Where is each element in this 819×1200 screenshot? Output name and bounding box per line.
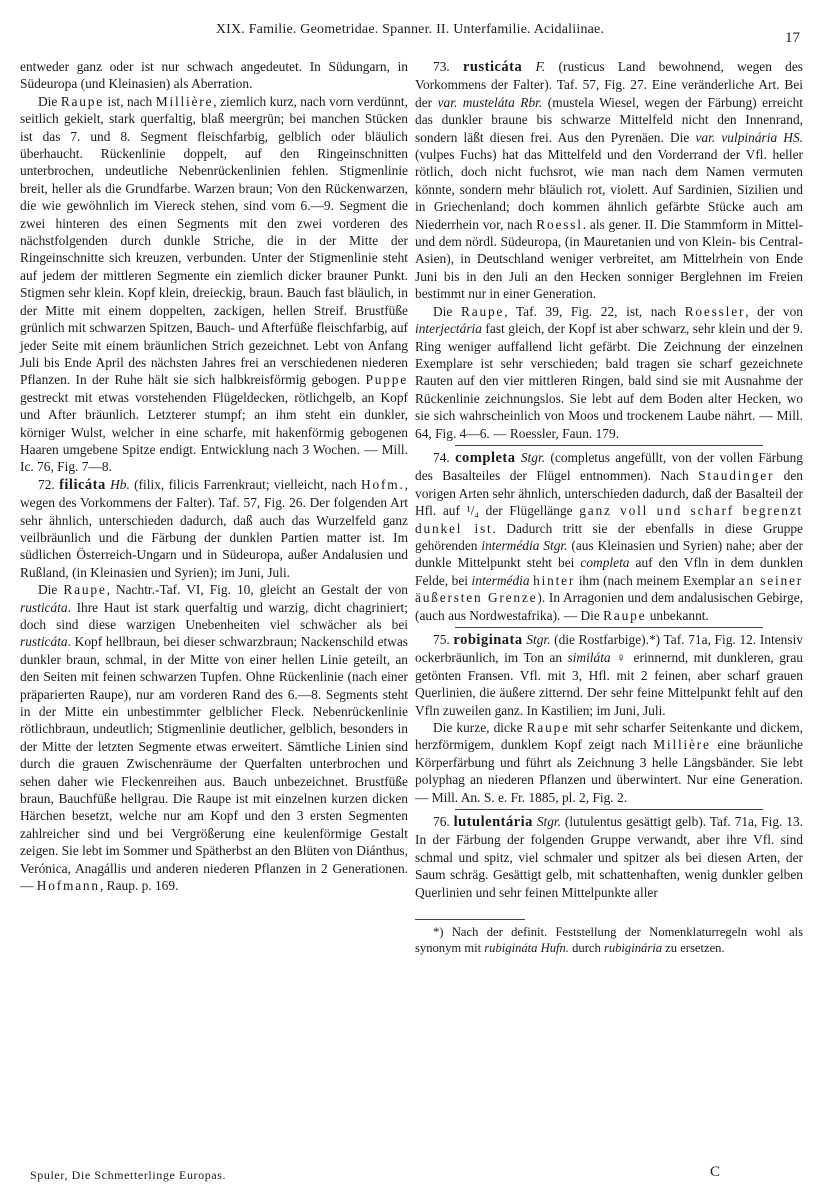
paragraph-raupe-72: Die Raupe, Nachtr.-Taf. VI, Fig. 10, gleicht an Gestalt der von rusticáta. Ihre Haut ist stark querfaltig und warzig, dicht chagriniert; doch sind diese warzigen Unebenheiten viel schwächer als bei rusticáta. Kopf hellbraun, bei dieser schwarzbraun; Nackenschild etwas dunkler braun, schmal, in der Mitte von einer hellen Linie geteilt, an den Seiten mit feinen schwarzen Tupfen. Ohne Rückenlinie (nach einer präparierten Raupe), nur am vorderen Rand des 6.—8. Segments steht in der Mitte ein unbestimmter gelblicher Fleck. Nebenrückenlinie rötlichbraun, undeutlich; Stigmenlinie deutlicher, gelblich, besonders in der Mitte der letzten Segmente etwas erweitert. Sämtliche Linien sind durch die grauen Zwischenräume der Querfalten unterbrochen und sehen daher wie Fleckenreihen aus. Bauch unbezeichnet. Brustfüße braun, Bauchfüße hellgrau. Die Raupe ist mit einzelnen kurzen dicken Härchen besetzt, welche nur am Kopf und den 3 ersten Segmenten zahlreicher sind und bei Vergrößerung eine keulenförmige Gestalt zeigen. Sie lebt im Sommer und Spätherbst an den Blüten von Diánthus, Verónica, Anagállis und anderen niederen Pflanzen in 2 Generationen. — Hofmann, Raup. p. 169. bbox=[20, 582, 408, 894]
species-name: robiginata bbox=[453, 632, 523, 648]
page-number: 17 bbox=[785, 30, 800, 46]
entry-73: 73. rusticáta F. (rusticus Land bewohnend, wegen des Vorkommens der Falter). Taf. 57, Fig. 27. Eine veränderliche Art. Bei der var. musteláta Rbr. (mustela Wiesel, wegen der Färbung) erreicht das dunkler braune bis schwarze Mittelfeld nicht den Innenrand, sondern läßt diesen frei. Aus den Pyrenäen. Die var. vulpinária HS. (vulpes Fuchs) hat das Mittelfeld und den Vorderrand der Vfl. heller rötlich, doch nicht fuchsrot, wie man nach dem Namen vermuten könnte, sondern mehr bläulich rot, violett. Auf Sardinien, Sizilien und in Griechenland; doch kommen ähnlich gefärbte Stücke auch am Niederrhein vor, nach Roessl. als gener. II. Die Stammform in Mittel- und dem nördl. Südeuropa, (in Mauretanien und von Klein- bis Central-Asien), in Deutschland weniger verbreitet, am Mittelrhein von Ende Juni bis in den Juli an den Hecken sonniger Berglehnen im Freien bestimmt nur in einer Generation. bbox=[415, 59, 803, 302]
species-name: rusticáta bbox=[462, 59, 523, 75]
right-column bbox=[415, 58, 803, 956]
book-title-footer: Spuler, Die Schmetterlinge Europas. bbox=[30, 1168, 227, 1182]
paragraph: entweder ganz oder ist nur schwach angedeutet. In Südungarn, in Südeuropa (und Kleinasien) als Aberration. bbox=[20, 59, 408, 92]
page-header bbox=[20, 20, 800, 48]
entry-75: 75. robiginata Stgr. (die Rostfarbige).*) Taf. 71a, Fig. 12. Intensiv ockerbräunlich, im Ton an similáta ♀ erinnernd, mit dunkleren, grau getönten Fransen. Vfl. mit 3, Hfl. mit 2 feinen, aber scharf grauen Querlinien, die äußere zitternd. Der sehr feine Mittelpunkt fehlt auf den Vfln zuweilen ganz. In Kastilien; im Juni, Juli. bbox=[415, 632, 803, 718]
entry-72: 72. filicáta Hb. (filix, filicis Farrenkraut; vielleicht, nach Hofm., wegen des Vorkommens der Falter). Taf. 57, Fig. 26. Der folgenden Art sehr ähnlich, unterschieden dadurch, daß auch das Wurzelfeld ganz veilbräunlich und die Färbung der dunklen Partien matter ist. Im südlichen Österreich-Ungarn und in Südeuropa, außer Andalusien und Rußland, (in Kleinasien und Syrien); im Juni, Juli. bbox=[20, 476, 408, 580]
entry-separator bbox=[455, 627, 763, 628]
paragraph-raupe-75: Die kurze, dicke Raupe mit sehr scharfer Seitenkante und dickem, herzförmigem, dunklem Kopf zeigt nach Millière eine bräunliche Körperfärbung und führt als Zeichnung 3 helle Längsbänder. Sie lebt polyphag an niederen Pflanzen und überwintert. Nur eine Generation. — Mill. An. S. e. Fr. 1885, pl. 2, Fig. 2. bbox=[415, 720, 803, 805]
paragraph-raupe-description: Die Raupe ist, nach Millière, ziemlich kurz, nach vorn verdünnt, seitlich gekielt, stark querfaltig, blaß meergrün; bei manchen Stücken ist das 7. und 8. Segment fleischfarbig, gelblich oder bläulich überhaucht. Rückenlinie doppelt, auf den Ringeinschnitten unterbrochen, undeutliche Nebenrückenlinien fehlen. Stigmenlinie breit, heller als die Grundfarbe. Warzen braun; Von den Rückenwarzen, die wie gewöhnlich im Viereck stehen, sind vom 6.—9. Segment die zwei hinteren des einen Segments mit den zwei vorderen des nächstfolgenden durch dunkle Striche, die in der Mitte der Ringeinschnitte sich kreuzen, verbunden. Unter der Stigmenlinie steht auf jedem der mittleren Segmente ein ziemlich dicker brauner Punkt. Stigmen sehr klein. Kopf klein, dreieckig, braun. Bauch fast bläulich, in der Mitte mit einem doppelten, zackigen, hellen Streif. Brustfüße grünlich mit schwarzen Spitzen, Bauch- und Afterfüße fleischfarbig, auf jeder Seite mit einem bräunlichen Strich gezeichnet. Lebt von Anfang Juli bis Ende April des nächsten Jahres frei an verschiedenen niederen Pflanzen. In der Ruhe hält sie sich halbkreisförmig gebogen. Puppe gestreckt mit etwas vorstehenden Flügeldecken, rötlichgelb, an Kopf und After bräunlich. Letzterer stumpf; an ihm steht ein dunkler, körniger Wulst, welcher in eine scharfe, mit hakenförmig gebogenen Haaren umgebene Spitze endigt. Entwicklung nach 3 Wochen. — Mill. Ic. 76, Fig. 7—8. bbox=[20, 93, 408, 475]
species-name: lutulentária bbox=[453, 814, 533, 831]
entry-74: 74. completa Stgr. (completus angefüllt, von der vollen Färbung des Basalteiles der Flügel entnommen). Nach Staudinger den vorigen Arten sehr ähnlich, unterschieden dadurch, daß der Basalteil der Hfl. auf ¹/₄ der Flügellänge ganz voll und scharf begrenzt dunkel ist. Dadurch tritt sie der ebenfalls in diese Gruppe gehörenden intermédia Stgr. (aus Kleinasien und Syrien) nahe; aber der dunkle Mittelpunkt steht bei completa auf den Vfln in dem dunklen Felde, bei intermédia hinter ihm (nach meinem Exemplar an seiner äußersten Grenze). In Arragonien und dem andalusischen Gebirge, (auch aus Nordwestafrika). — Die Raupe unbekannt. bbox=[415, 449, 804, 623]
species-name: filicáta bbox=[59, 476, 106, 493]
entry-separator bbox=[455, 809, 763, 810]
entry-separator bbox=[455, 445, 763, 446]
entry-76: 76. lutulentária Stgr. (lutulentus gesättigt gelb). Taf. 71a, Fig. 13. In der Färbung der folgenden Gruppe verwandt, aber ihre Vfl. sind schmal und spitz, viel schmaler und spitzer als bei diesen Arten, der Saum schräg. Gesättigt gelb, mit schattenhaften, wenig dunkler gelben Querlinien und sehr feinen Mittelpunkte aller bbox=[415, 814, 803, 900]
signature-mark: C bbox=[710, 1164, 721, 1180]
footnote-rule bbox=[415, 919, 525, 920]
footnote: *) Nach der definit. Feststellung der Nomenklaturregeln wohl als synonym mit rubigináta Hufn. durch rubiginária zu ersetzen. bbox=[415, 925, 803, 956]
species-name: completa bbox=[455, 449, 516, 466]
paragraph-raupe-73: Die Raupe, Taf. 39, Fig. 22, ist, nach Roessler, der von interjectária fast gleich, der Kopf ist aber schwarz, sehr klein und der 9. Ring weniger auffallend licht gefärbt. Die Zeichnung der einzelnen Exemplare ist sehr verschieden; bald tragen sie scharf gezeichnete Rauten auf den vier mittleren Ringen, bald sind sie mit Ausnahme der Rückenlinie zeichnungslos. Sie lebt auf dem Boden alter Hecken, wo sie sich wahrscheinlich von Moos und trockenem Laube nährt. — Mill. 64, Fig. 4—6. — Roessler, Faun. 179. bbox=[415, 303, 803, 441]
running-title: XIX. Familie. Geometridae. Spanner. II. Unterfamilie. Acidaliinae. bbox=[215, 22, 605, 37]
left-column bbox=[20, 58, 408, 895]
